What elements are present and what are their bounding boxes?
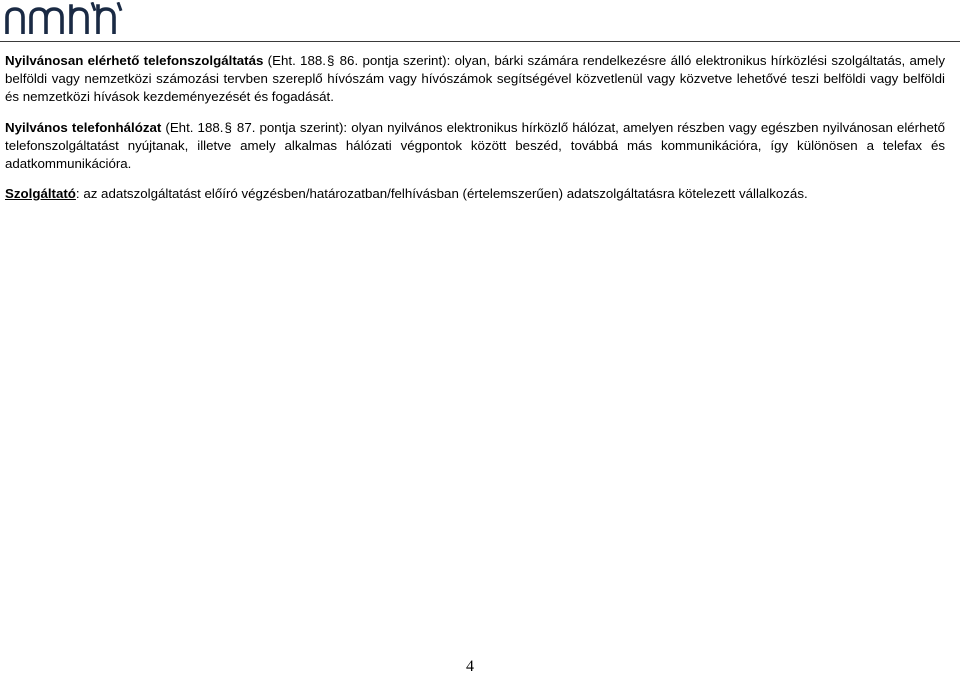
definition-term: Nyilvánosan elérhető telefonszolgáltatás (5, 53, 264, 68)
definition-body: olyan nyilvános elektronikus hírközlő hálózat, amelyen részben vagy egészben nyilvánosan elérhető telefonszolgáltatást nyújtanak, illetve amely alkalmas hálózati végpontok között beszéd, továbbá más kommunikációra, így különösen a telefax és adatkommunikációra. (5, 119, 945, 172)
definition-reference-suffix: : (75, 186, 84, 202)
definition-reference-suffix: 86. pontja szerint): (335, 53, 455, 68)
definition-body: az adatszolgáltatást előíró végzésben/határozatban/felhívásban (értelemszerűen) adatszolgáltatásra kötelezett vállalkozás. (83, 186, 808, 202)
definition-reference: (Eht. 188. (161, 119, 224, 135)
header-divider (0, 41, 960, 42)
definition-paragraph (5, 185, 945, 203)
definition-paragraph (5, 52, 945, 107)
definition-term: Szolgáltató (5, 186, 76, 202)
definition-paragraph (5, 119, 945, 174)
definition-reference-suffix: 87. pontja szerint): (232, 119, 352, 135)
nmhh-logo-icon (4, 2, 128, 34)
section-sign: § (224, 119, 232, 135)
definition-term: Nyilvános telefonhálózat (5, 119, 162, 135)
definition-reference: (Eht. 188. (263, 53, 326, 68)
definitions-section (5, 52, 945, 215)
definition-body: olyan, bárki számára rendelkezésre álló elektronikus hírközlési szolgáltatás, amely belföldi vagy nemzetközi számozási tervben szereplő hívószám vagy hívószámok segítségével közvetlenül vagy közvetve lehetővé teszi belföldi vagy belföldi és nemzetközi hívások kezdeményezését és fogadását. (5, 53, 946, 105)
section-sign: § (326, 53, 335, 68)
page-number: 4 (466, 658, 474, 675)
